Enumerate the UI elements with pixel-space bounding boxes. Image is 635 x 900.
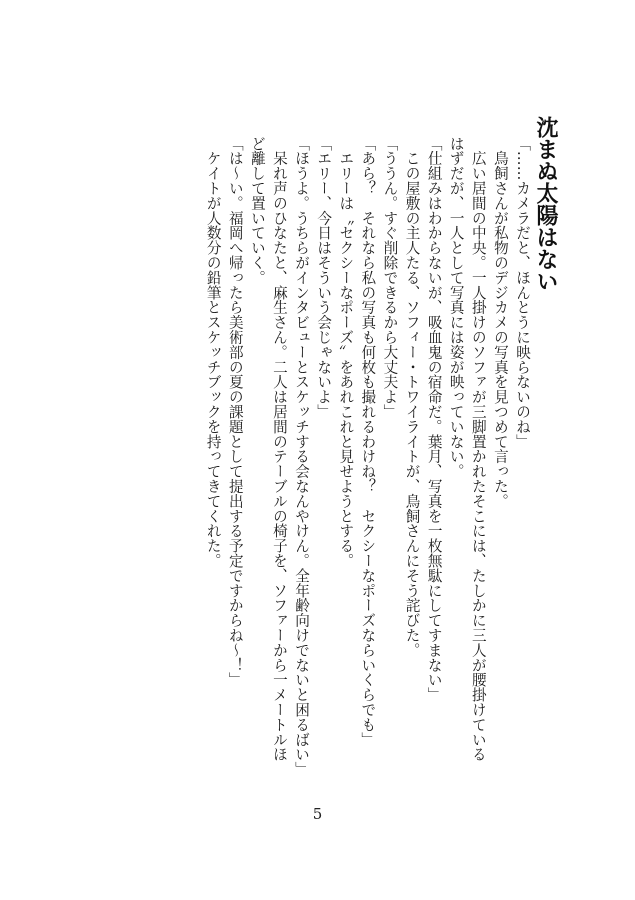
text-line: 「は～い。福岡へ帰ったら美術部の夏の課題として提出する予定ですからね～！」 xyxy=(226,136,244,688)
text-line: ど離して置いていく。 xyxy=(248,136,266,285)
page-number: 5 xyxy=(312,805,323,823)
text-line: 広い居間の中央。一人掛けのソファが三脚置かれたそこには、たしかに三人が腰掛けている xyxy=(469,136,487,762)
text-line: ケイトが人数分の鉛筆とスケッチブックを持ってきてくれた。 xyxy=(204,136,222,569)
body-text xyxy=(202,136,533,776)
text-line: 「ほうよ。うちらがインタビューとスケッチする会なんやけん。全年齢向けでないと困るばい」 xyxy=(293,136,311,777)
text-line: エリーは〝セクシーなポーズ〟をあれこれと見せようとする。 xyxy=(337,136,355,569)
text-line: 「ううん。すぐ削除できるから大丈夫よ」 xyxy=(381,136,399,420)
text-line: 「……カメラだと、ほんとうに映らないのね」 xyxy=(514,136,531,449)
text-line: 「エリー、今日はそういう会じゃないよ」 xyxy=(315,136,333,420)
text-line: この屋敷の主人たる、ソフィー・トワイライトが、鳥飼さんにそう詫びた。 xyxy=(403,136,421,658)
text-line: 「あら？ それなら私の写真も何枚も撮れるわけね？ セクシーなポーズならいくらでも」 xyxy=(359,136,377,747)
chapter-title: 沈まぬ太陽はない xyxy=(533,116,558,292)
text-line: 鳥飼さんが私物のデジカメの写真を見つめて言った。 xyxy=(491,136,509,509)
text-line: 呆れ声のひなたと、麻生さん。二人は居間のテーブルの椅子を、ソファーから一メートルほ xyxy=(270,136,288,762)
text-line: はずだが、一人として写真には姿が映っていない。 xyxy=(447,136,465,479)
text-line: 「仕組みはわからないが、吸血鬼の宿命だ。葉月、写真を一枚無駄にしてすまない」 xyxy=(425,136,443,703)
